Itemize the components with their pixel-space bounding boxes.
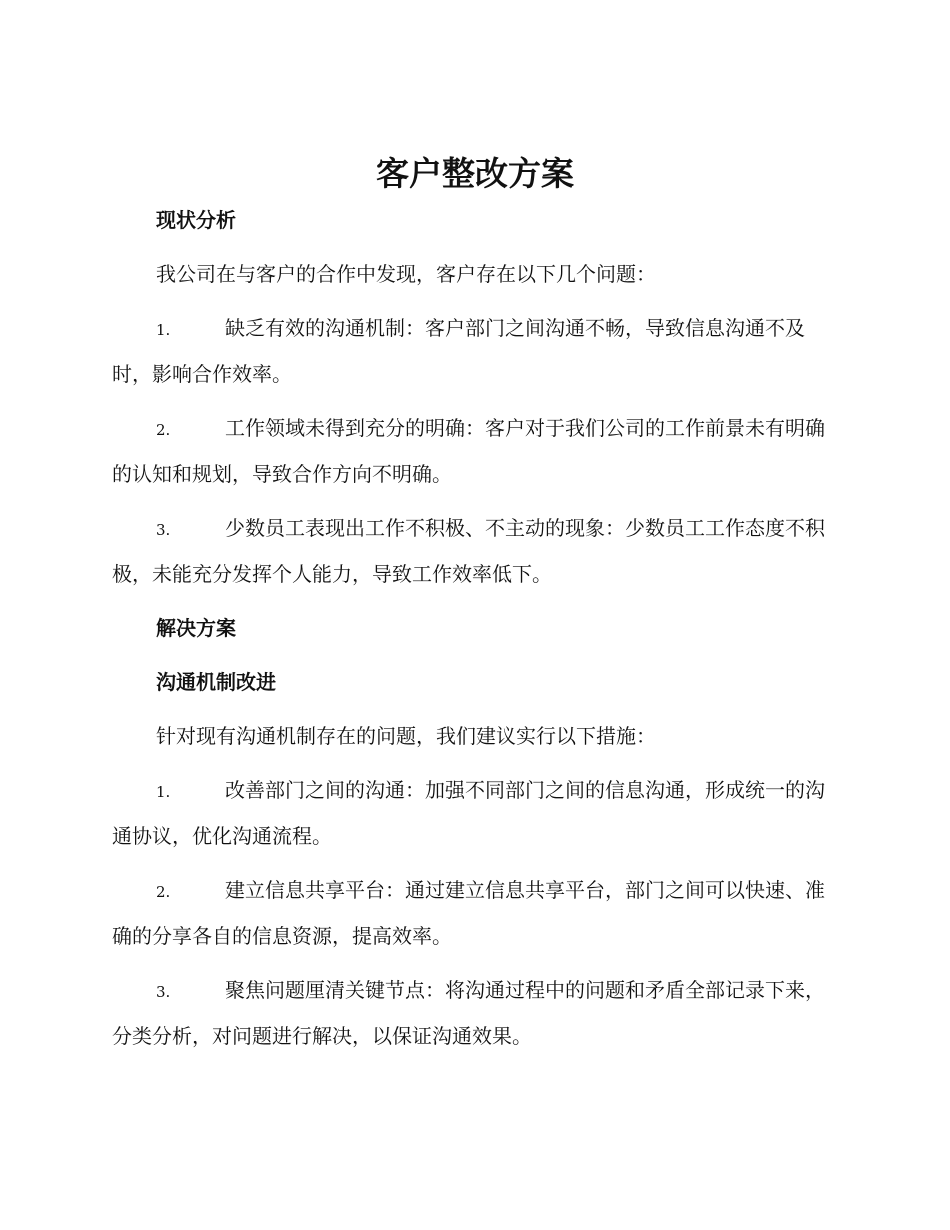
status-item-3: [112, 506, 834, 596]
communication-intro: 针对现有沟通机制存在的问题，我们建议实行以下措施：: [156, 724, 656, 748]
document-body: [112, 198, 834, 1068]
list-item-text: 工作领域未得到充分的明确：客户对于我们公司的工作前景未有明确的认知和规划，导致合作方向不明确。: [112, 416, 825, 486]
list-number: 2.: [156, 421, 171, 439]
list-number: 3.: [156, 983, 171, 1001]
communication-item-3: [112, 968, 834, 1058]
list-item-text: 少数员工表现出工作不积极、不主动的现象：少数员工工作态度不积极，未能充分发挥个人能力，导致工作效率低下。: [112, 516, 825, 586]
document-title: 客户整改方案: [376, 154, 574, 193]
list-number: 2.: [156, 883, 171, 901]
list-item-text: 缺乏有效的沟通机制：客户部门之间沟通不畅，导致信息沟通不及时，影响合作效率。: [112, 316, 805, 386]
section-heading-communication: 沟通机制改进: [156, 670, 276, 694]
communication-item-1: [112, 768, 834, 858]
list-item-text: 改善部门之间的沟通：加强不同部门之间的信息沟通，形成统一的沟通协议，优化沟通流程。: [112, 778, 825, 848]
list-item-text: 聚焦问题厘清关键节点：将沟通过程中的问题和矛盾全部记录下来，分类分析，对问题进行解决，以保证沟通效果。: [112, 978, 825, 1048]
status-item-2: [112, 406, 834, 496]
status-item-1: [112, 306, 834, 396]
communication-item-2: [112, 868, 834, 958]
section-heading-status: 现状分析: [156, 208, 236, 232]
list-item-text: 建立信息共享平台：通过建立信息共享平台，部门之间可以快速、准确的分享各自的信息资源，提高效率。: [112, 878, 825, 948]
section-heading-solution: 解决方案: [156, 616, 236, 640]
list-number: 3.: [156, 521, 171, 539]
status-intro: 我公司在与客户的合作中发现，客户存在以下几个问题：: [156, 262, 656, 286]
list-number: 1.: [156, 321, 171, 339]
list-number: 1.: [156, 783, 171, 801]
